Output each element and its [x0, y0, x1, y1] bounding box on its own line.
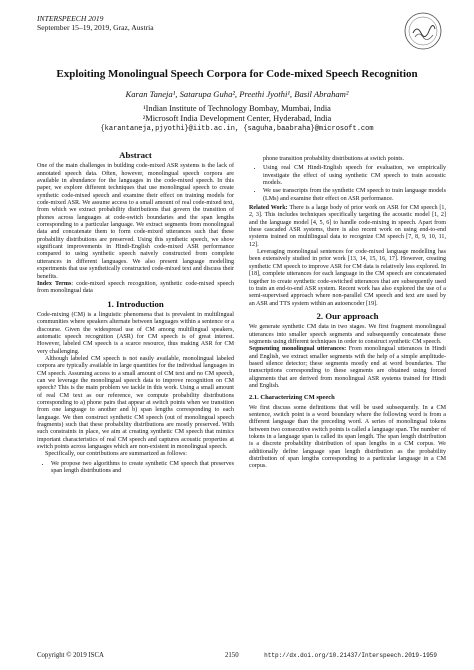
page-header — [37, 14, 437, 32]
affiliations — [24, 104, 450, 134]
author-emails: {karantaneja,pjyothi}@iitb.ac.in, {saguha,baabraha}@microsoft.com — [100, 125, 374, 133]
conference-name: INTERSPEECH 2019 — [37, 14, 104, 23]
intro-paragraph-3: Specifically, our contributions are summarized as follows: — [45, 451, 187, 458]
segmenting-text: From monolingual utterances in Hindi and English, we extract smaller segments with the help of a simple amplitude-based silence detector; these segments mostly end at word boundaries. The transcriptions corresponding to these segments are obtained using forced alignments that are derived from monolingual ASR systems trained for Hindi and English. — [249, 346, 446, 389]
approach-paragraph: We generate synthetic CM data in two stages. We first fragment monolingual utterances into smaller speech segments and subsequently concatenate these segments using different techniques in order to construct synthetic CM speech. — [249, 324, 446, 345]
isca-logo-icon — [403, 11, 443, 51]
doi-link[interactable]: http://dx.doi.org/10.21437/Interspeech.2019-1959 — [264, 652, 437, 659]
subsection-heading: 2.1. Characterizing CM speech — [249, 394, 335, 402]
approach-heading: 2. Our approach — [316, 310, 379, 321]
affiliation-1: ¹Indian Institute of Technology Bombay, Mumbai, India — [143, 104, 331, 113]
segmenting-paragraph — [249, 346, 446, 390]
related-work-label: Related Work: — [249, 205, 288, 212]
intro-heading: 1. Introduction — [107, 298, 164, 309]
contribution-item: • Using real CM Hindi-English speech for evaluation, we empirically investigate the effect of using synthetic CM speech to train acoustic models. — [263, 165, 446, 187]
paper-authors: Karan Taneja¹, Satarupa Guha², Preethi Jyothi¹, Basil Abraham² — [125, 89, 349, 99]
index-terms-text: : code-mixed speech recognition, synthetic code-mixed speech from monolingual data — [37, 280, 234, 295]
left-column — [37, 152, 234, 477]
abstract-text: One of the main challenges in building code-mixed ASR systems is the lack of annotated speech data. Often, however, monolingual speech corpora are available in abundance for the languages in the code-mixed speech. In this paper, we explore different techniques that use monolingual speech to create synthetic code-mixed speech and examine their effect on training models for code-mixed ASR. We assume access to a small amount of real code-mixed text, from which we extract probability distributions that govern the transition of phones across languages at code-switch boundaries and the span lengths corresponding to a particular language. We extract segments from monolingual data and concatenate them to form code-mixed utterances such that these probability distributions are preserved. Using this synthetic speech, we show significant improvements in Hindi-English code-mixed ASR performance compared to using synthetic speech naively constructed from complete utterances in different languages. We also present language modelling experiments that use synthetically constructed code-mixed text and discuss their benefits. — [37, 163, 234, 280]
contributions-list — [37, 461, 234, 476]
related-work-text: There is a large body of prior work on ASR for CM speech [1, 2, 3]. This includes techniques specifically targeting the acoustic model [1, 2] and the language model [4, 5, 6] to handle code-mixing in speech. Apart from these cascaded ASR systems, there is also recent work on using end-to-end systems trained on multilingual data to recognize CM speech [7, 8, 9, 10, 11, 12]. — [249, 205, 446, 248]
affiliation-2: ²Microsoft India Development Center, Hyderabad, India — [142, 114, 332, 123]
contributions-list-continued — [249, 165, 446, 203]
intro-paragraph-2: Although labeled CM speech is not easily available, monolingual labeled corpora are typically available in large quantities for the individual languages in CM speech. Assuming access to a small amount of CM text and no CM speech, can we leverage the monolingual speech data to improve recognition on CM speech? This is the main problem we tackle in this work. Using a small amount of real CM text as our reference, we compute probability distributions corresponding to a) phone pairs that appear at switch points when we transition from one language to another and b) span lengths corresponding to each language. We then construct synthetic CM speech (out of monolingual speech fragments) such that these probability distributions are mostly preserved. With such constraints in place, we aim at creating synthetic CM speech that mimics important characteristics of real CM speech and captures acoustic properties at switch points across languages which are non-existent in monolingual speech. — [37, 355, 234, 451]
intro-paragraph-1: Code-mixing (CM) is a linguistic phenomena that is prevalent in multilingual communities where speakers alternate between languages within a sentence or a discourse. Given the widespread use of CM among multilingual speakers, automatic speech recognition (ASR) for CM speech is of great interest. However, labeled CM speech is a scarce resource, thus making ASR for CM very challenging. — [37, 311, 234, 355]
conference-dates: September 15–19, 2019, Graz, Austria — [37, 23, 154, 32]
contribution-continued: phone transition probability distributions at switch points. — [263, 156, 404, 162]
page-number: 2150 — [225, 652, 239, 659]
copyright-notice: Copyright © 2019 ISCA — [37, 652, 104, 659]
leveraging-paragraph: Leveraging monolingual sentences for code-mixed language modelling has been extensively studied in prior work [13, 14, 15, 16, 17]. However, creating synthetic CM speech to improve ASR for CM data is relatively less explored. In [18], complete utterances for each language in the CM speech are concatenated together to create synthetic code-switched utterances that are subsequently used to train an end-to-end ASR system. Recent work has also explored the use of a semi-supervised approach where non-parallel CM speech and text are used by an ASR and TTS system within an autoencoder [19]. — [249, 249, 446, 307]
index-terms — [37, 281, 234, 296]
segmenting-label: Segmenting monolingual utterances: — [249, 346, 347, 353]
contribution-item: • We use transcripts from the synthetic CM speech to train language models (LMs) and examine their effect on ASR performance. — [263, 188, 446, 203]
related-work — [249, 205, 446, 249]
contribution-item: • We propose two algorithms to create synthetic CM speech that preserves span length distributions and — [51, 461, 234, 476]
abstract-heading: Abstract — [119, 150, 152, 160]
paper-title: Exploiting Monolingual Speech Corpora for Code-mixed Speech Recognition — [56, 68, 418, 80]
subsection-paragraph: We first discuss some definitions that will be used subsequently. In a CM sentence, switch point is a word boundary where the following word is from a different language than the preceding word. A series of monolingual tokens between two consecutive switch points is called a language span. The number of tokens in a language span is called its span length. The span length distribution is a discrete probability distribution of span lengths in a CM corpus. We additionally define language span length distribution as the probability distribution of span lengths corresponding to a particular language in a CM corpus. — [249, 404, 446, 470]
right-column — [249, 156, 446, 471]
index-terms-label: Index Terms — [37, 280, 72, 287]
